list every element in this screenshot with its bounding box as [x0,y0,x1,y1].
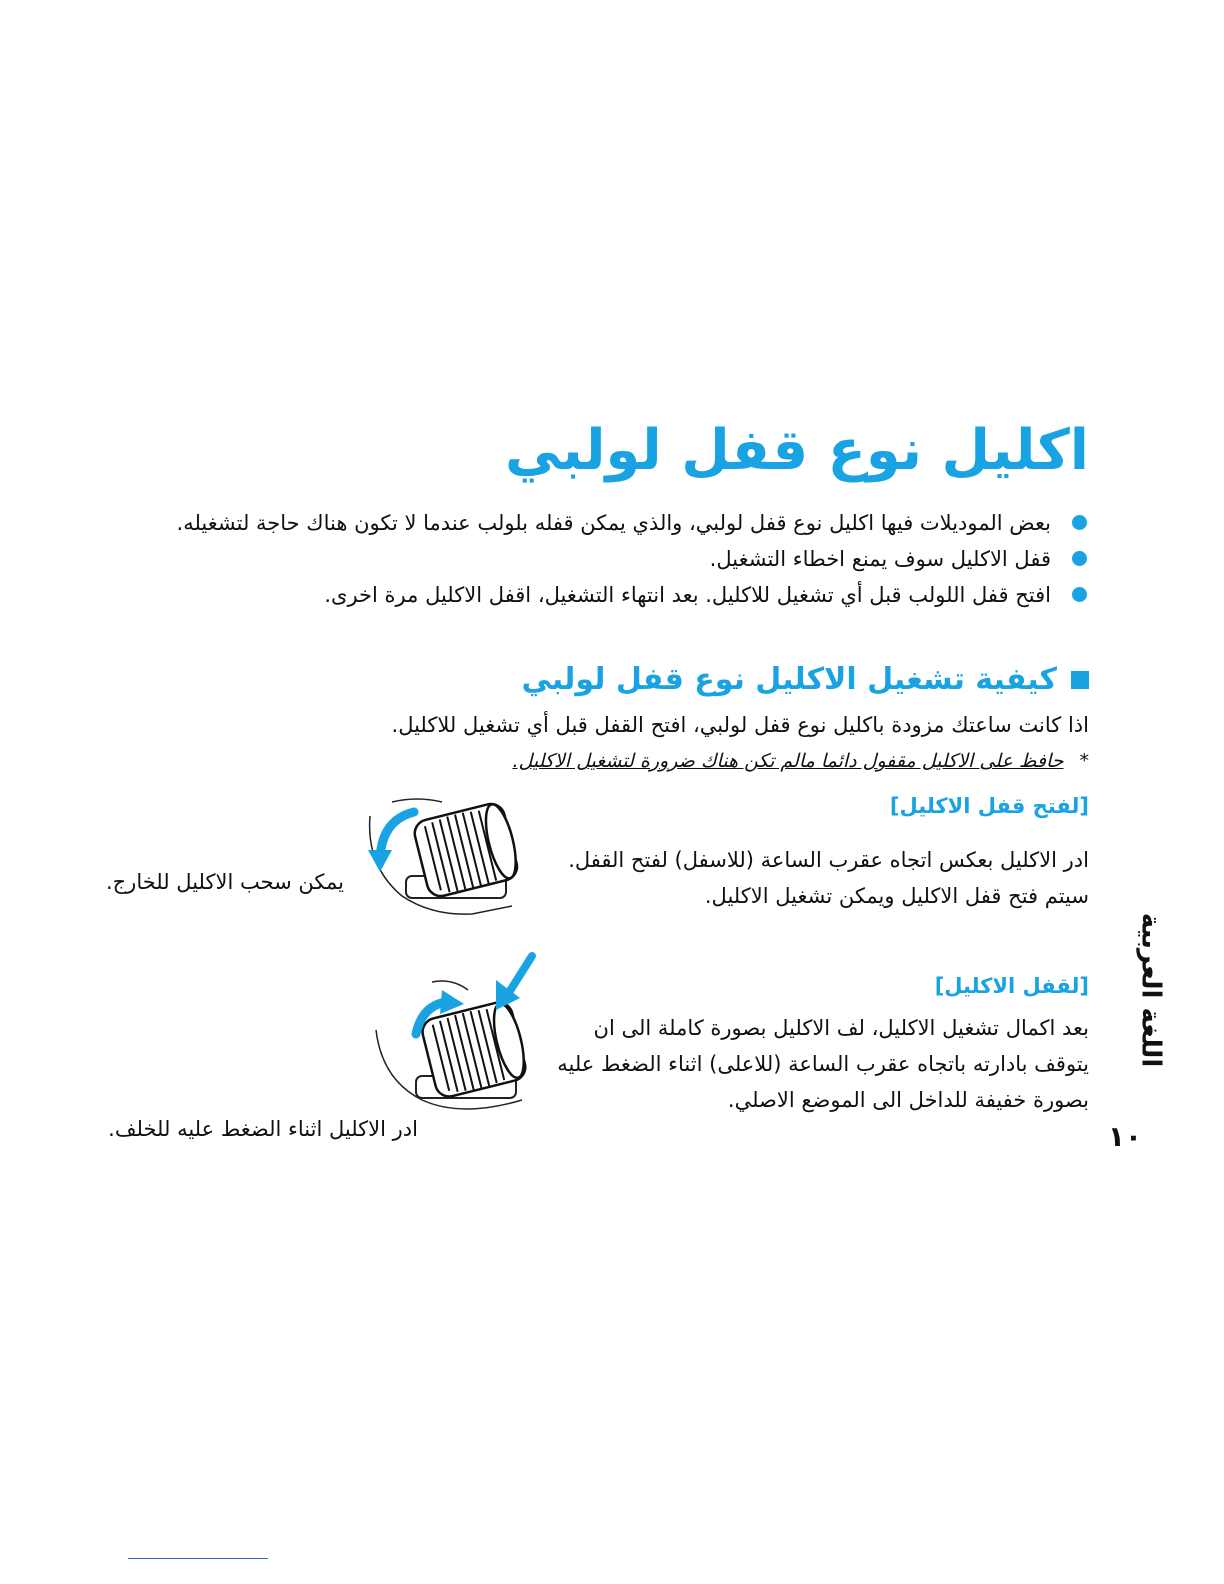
bullet-text: بعض الموديلات فيها اكليل نوع قفل لولبي، والذي يمكن قفله بلولب عندما لا تكون هناك حاجة لتشغيله. [176,511,1051,535]
section-heading-text: كيفية تشغيل الاكليل نوع قفل لولبي [521,662,1057,697]
language-side-label [1128,900,1172,1080]
page-number: ١٠ [1107,1120,1142,1153]
section-heading [521,662,1089,697]
side-label-text: اللغة العربية [1135,912,1166,1068]
bullet-list [104,505,1089,613]
note-asterisk: * [1079,750,1089,772]
blue-dot-icon [1072,515,1087,530]
unlock-text: ادر الاكليل بعكس اتجاه عقرب الساعة (للاسفل) لفتح القفل. سيتم فتح قفل الاكليل ويمكن تشغيل الاكليل. [568,848,1089,908]
section-note [99,746,1089,776]
lock-heading: [لقفل الاكليل] [934,974,1089,998]
blue-square-icon [1071,671,1089,689]
note-text: حافظ على الاكليل مقفول دائما مالم تكن هناك ضرورة لتشغيل الاكليل. [512,750,1064,772]
bullet-text: قفل الاكليل سوف يمنع اخطاء التشغيل. [709,547,1051,571]
unlock-heading: [لفتح قفل الاكليل] [889,794,1089,818]
language-tab-graphic [1128,900,1172,1080]
blue-dot-icon [1072,587,1087,602]
page-title: اكليل نوع قفل لولبي [505,418,1089,483]
list-item [104,541,1089,577]
bullet-text: افتح قفل اللولب قبل أي تشغيل للاكليل. بعد انتهاء التشغيل، اقفل الاكليل مرة اخرى. [324,583,1051,607]
lock-caption: ادر الاكليل اثناء الضغط عليه للخلف. [108,1117,418,1141]
lock-crown-illustration [372,950,538,1122]
list-item [104,577,1089,613]
lock-text: بعد اكمال تشغيل الاكليل، لف الاكليل بصورة كاملة الى ان يتوقف بادارته باتجاه عقرب الساعة (للاعلى) اثناء الضغط عليه بصورة خفيفة للداخل الى الموضع الاصلي. [557,1016,1089,1112]
section-intro: اذا كانت ساعتك مزودة باكليل نوع قفل لولبي، افتح القفل قبل أي تشغيل للاكليل. [391,713,1089,737]
unlock-crown-illustration [362,796,528,926]
list-item [104,505,1089,541]
unlock-caption: يمكن سحب الاكليل للخارج. [105,870,344,894]
footer-rule [128,1558,268,1559]
blue-dot-icon [1072,551,1087,566]
